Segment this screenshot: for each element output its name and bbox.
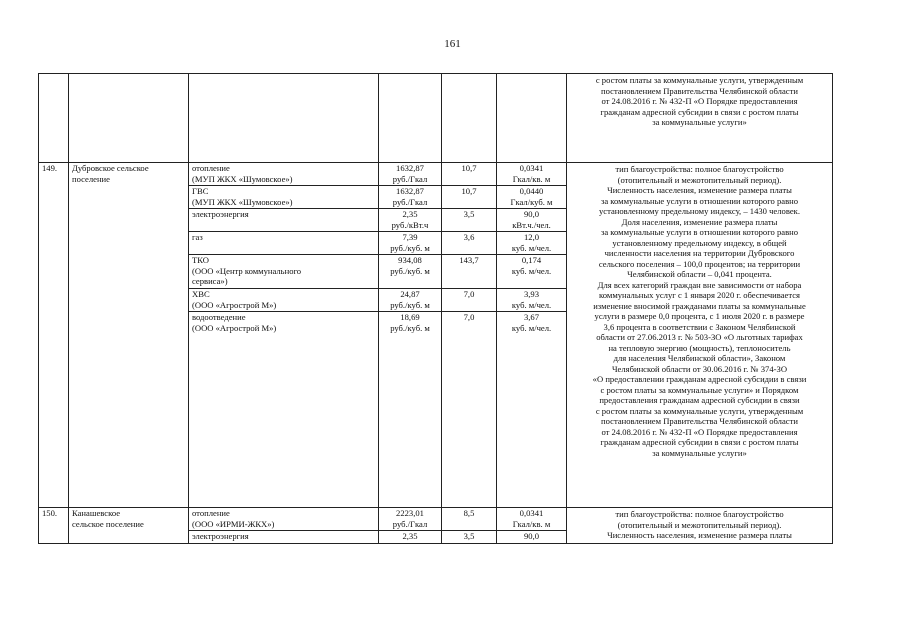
tariff-cell	[379, 508, 442, 531]
service-cell-line: ХВС	[192, 289, 210, 299]
growth-cell	[442, 209, 497, 232]
table-row	[39, 163, 833, 186]
service-cell-line: (МУП ЖКХ «Шумовское»)	[192, 173, 293, 184]
service-cell	[189, 74, 379, 163]
norm-cell-line: 0,0341	[519, 508, 544, 518]
growth-cell	[442, 508, 497, 531]
description-cell-line: коммунальных услуг с 1 января 2020 г. обеспечивается	[599, 290, 800, 300]
tariff-cell-line: 2,35	[402, 531, 418, 541]
tariff-cell	[379, 232, 442, 255]
page-number: 161	[444, 38, 461, 50]
row-no	[39, 74, 69, 163]
settlement-cell-line: сельское поселение	[72, 518, 144, 529]
settlement-cell-line: Дубровское сельское	[72, 163, 149, 173]
description-cell-line: тип благоустройства: полное благоустройство	[615, 509, 784, 519]
growth-cell	[442, 289, 497, 312]
norm-cell	[497, 74, 567, 163]
growth-cell-line: 143,7	[459, 255, 479, 265]
norm-cell	[497, 186, 567, 209]
norm-cell-line: куб. м/чел.	[511, 322, 552, 333]
description-cell-line: за коммунальные услуги»	[652, 117, 747, 127]
tariff-cell-line: 1632,87	[396, 163, 424, 173]
description-cell-line: за коммунальные услуги»	[652, 447, 747, 458]
norm-cell-line: 3,93	[523, 289, 540, 299]
norm-cell	[497, 531, 567, 544]
growth-cell-line: 10,7	[461, 163, 477, 173]
service-cell	[189, 209, 379, 232]
norm-cell	[497, 209, 567, 232]
service-cell-line: ТКО	[192, 255, 209, 265]
growth-cell	[442, 163, 497, 186]
norm-cell-line: 90,0	[523, 209, 540, 219]
tariff-cell-line: руб./Гкал	[392, 196, 428, 207]
description-cell-line: Доля населения, изменение размера платы	[621, 216, 778, 227]
description-cell-line: Челябинской области – 0,041 процента.	[627, 269, 772, 279]
description-cell-line: гражданам адресной субсидии в связи с ростом платы	[600, 437, 799, 447]
norm-cell-line: кВт.ч./чел.	[512, 219, 551, 230]
tariff-cell	[379, 209, 442, 232]
growth-cell-line: 3,5	[463, 209, 475, 219]
tariff-cell-line: руб./Гкал	[392, 173, 428, 184]
service-cell	[189, 163, 379, 186]
description-cell-line: гражданам адресной субсидии в связи с ростом платы	[600, 106, 799, 117]
tariff-cell	[379, 163, 442, 186]
row-no	[39, 508, 69, 544]
tariff-cell-line: руб./куб. м	[390, 322, 430, 333]
tariff-table	[38, 73, 833, 544]
description-cell-line: (отопительный и межотопительный период).	[617, 174, 782, 185]
tariff-cell-line: 2,35	[402, 209, 418, 219]
description-cell-line: с ростом платы за коммунальные услуги, утвержденным	[595, 75, 804, 85]
tariff-cell-line: руб./куб. м	[390, 299, 430, 310]
service-cell-line: электроэнергия	[192, 209, 249, 219]
description-cell-line: (отопительный и межотопительный период).	[617, 519, 782, 530]
description-cell-line: 3,6 процента в соответствии с Законом Челябинской	[603, 321, 796, 332]
tariff-cell-line: руб./куб. м	[390, 265, 430, 276]
description-cell	[567, 508, 833, 544]
tariff-cell-line: 18,69	[400, 312, 420, 322]
norm-cell-line: Гкал/куб. м	[510, 196, 553, 207]
description-cell-line: Челябинской области от 30.06.2016 г. № 374-ЗО	[611, 363, 788, 374]
tariff-cell-line: 1632,87	[396, 186, 424, 196]
service-cell-line: отопление	[192, 508, 230, 518]
service-cell-line: водоотведение	[192, 312, 246, 322]
norm-cell-line: 0,174	[521, 255, 542, 265]
description-cell-line: услуги в размере 0,0 процента, с 1 июля 2020 г. в размере	[594, 311, 805, 321]
settlement-cell-line: поселение	[72, 173, 110, 184]
norm-cell-line: Гкал/кв. м	[512, 518, 551, 529]
settlement-cell	[69, 74, 189, 163]
row-no-line: 150.	[42, 508, 58, 518]
description-cell-line: Численность населения, изменение размера платы	[607, 530, 792, 540]
norm-cell-line: 0,0440	[519, 186, 544, 196]
tariff-cell	[379, 255, 442, 289]
description-cell-line: «О предоставлении гражданам адресной субсидии в связи	[592, 374, 807, 384]
service-cell	[189, 289, 379, 312]
growth-cell-line: 7,0	[463, 312, 475, 322]
growth-cell	[442, 232, 497, 255]
tariff-cell-line: руб./кВт.ч	[391, 219, 429, 230]
tariff-cell-line: руб./куб. м	[390, 242, 430, 253]
description-cell-line: области от 27.06.2013 г. № 503-ЗО «О льготных тарифах	[596, 332, 803, 342]
service-cell-line: (МУП ЖКХ «Шумовское»)	[192, 196, 293, 207]
description-cell-line: за коммунальные услуги в отношении которого равно	[600, 195, 799, 206]
tariff-cell-line: руб./Гкал	[392, 518, 428, 529]
description-cell	[567, 74, 833, 163]
description-cell-line: установленному предельному индексу, в общей	[612, 237, 787, 248]
description-cell-line: изменение вносимой гражданами платы за коммунальные	[593, 300, 806, 311]
row-no	[39, 163, 69, 508]
description-cell-line: за коммунальные услуги в отношении которого равно	[600, 227, 799, 237]
description-cell-line: тип благоустройства: полное благоустройство	[615, 164, 784, 174]
service-cell-line: (ООО «Агрострой М»)	[192, 299, 277, 310]
norm-cell	[497, 312, 567, 508]
tariff-cell-line: 24,87	[400, 289, 420, 299]
tariff-cell	[379, 312, 442, 508]
description-cell	[567, 163, 833, 508]
norm-cell-line: 3,67	[523, 312, 540, 322]
tariff-cell	[379, 531, 442, 544]
norm-cell	[497, 232, 567, 255]
service-cell	[189, 312, 379, 508]
service-cell-line: газ	[192, 232, 203, 242]
norm-cell-line: 0,0341	[519, 163, 544, 173]
growth-cell-line: 8,5	[463, 508, 475, 518]
norm-cell	[497, 255, 567, 289]
settlement-cell-line: Канашевское	[72, 508, 121, 518]
norm-cell	[497, 289, 567, 312]
description-cell-line: для населения Челябинской области», Законом	[613, 353, 786, 363]
service-cell-line: (ООО «ИРМИ-ЖКХ»)	[192, 518, 275, 529]
row-no-line: 149.	[42, 163, 58, 173]
service-cell-line: отопление	[192, 163, 230, 173]
tariff-cell	[379, 186, 442, 209]
tariff-cell	[379, 74, 442, 163]
tariff-cell-line: 2223,01	[396, 508, 424, 518]
settlement-cell	[69, 508, 189, 544]
description-cell-line: с ростом платы за коммунальные услуги, утвержденным	[595, 405, 804, 416]
description-cell-line: сельского поселения – 100,0 процентов; на территории	[598, 258, 801, 269]
tariff-cell	[379, 289, 442, 312]
norm-cell-line: куб. м/чел.	[511, 242, 552, 253]
service-cell-line: сервиса»)	[192, 276, 228, 286]
growth-cell	[442, 186, 497, 209]
service-cell	[189, 186, 379, 209]
service-cell-line: ГВС	[192, 186, 209, 196]
description-cell-line: Для всех категорий граждан вне зависимости от набора	[597, 279, 802, 290]
service-cell	[189, 255, 379, 289]
growth-cell-line: 3,5	[463, 531, 475, 541]
tariff-cell-line: 934,08	[398, 255, 422, 265]
description-cell-line: от 24.08.2016 г. № 432-П «О Порядке предоставления	[601, 426, 798, 437]
service-cell	[189, 232, 379, 255]
growth-cell	[442, 531, 497, 544]
growth-cell-line: 7,0	[463, 289, 475, 299]
description-cell-line: постановлением Правительства Челябинской области	[601, 416, 798, 426]
table-row	[39, 508, 833, 531]
norm-cell	[497, 163, 567, 186]
norm-cell-line: Гкал/кв. м	[512, 173, 551, 184]
norm-cell-line: 12,0	[523, 232, 540, 242]
description-cell-line: установленному предельному индексу, – 1430 человек.	[599, 206, 800, 216]
service-cell	[189, 531, 379, 544]
service-cell-line: электроэнергия	[192, 531, 249, 541]
growth-cell-line: 10,7	[461, 186, 477, 196]
description-cell-line: с ростом платы за коммунальные услуги» и Порядком	[600, 384, 799, 395]
growth-cell-line: 3,6	[463, 232, 475, 242]
service-cell	[189, 508, 379, 531]
description-cell-line: численности населения на территории Дубровского	[604, 248, 795, 258]
growth-cell	[442, 255, 497, 289]
norm-cell-line: куб. м/чел.	[511, 265, 552, 276]
service-cell-line: (ООО «Центр коммунального	[192, 265, 302, 276]
description-cell-line: на тепловую энергию (мощность), теплоноситель	[608, 342, 791, 353]
growth-cell	[442, 312, 497, 508]
norm-cell-line: 90,0	[523, 531, 540, 541]
description-cell-line: предоставления гражданам адресной субсидии в связи	[599, 395, 800, 405]
settlement-cell	[69, 163, 189, 508]
tariff-cell-line: 7,39	[402, 232, 418, 242]
norm-cell	[497, 508, 567, 531]
description-cell-line: постановлением Правительства Челябинской области	[601, 85, 798, 96]
service-cell-line: (ООО «Агрострой М»)	[192, 322, 277, 333]
description-cell-line: от 24.08.2016 г. № 432-П «О Порядке предоставления	[601, 96, 798, 106]
description-cell-line: Численность населения, изменение размера платы	[607, 185, 792, 195]
norm-cell-line: куб. м/чел.	[511, 299, 552, 310]
growth-cell	[442, 74, 497, 163]
